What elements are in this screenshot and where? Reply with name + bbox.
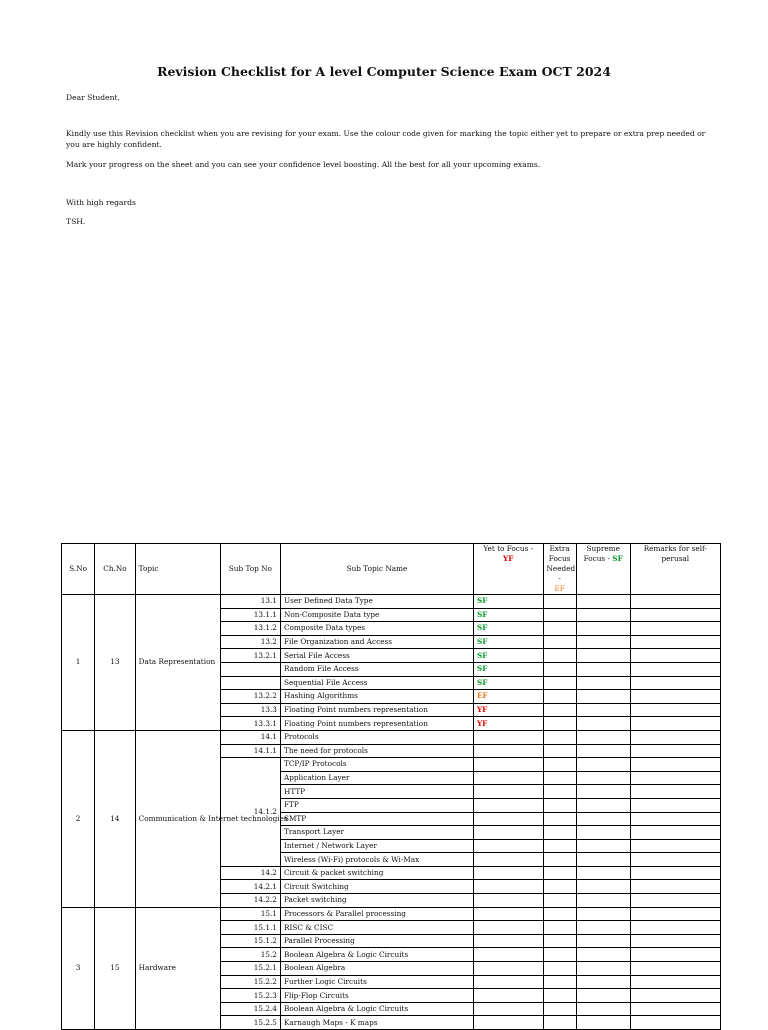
subtopic-name-cell: Parallel Processing (280, 934, 473, 948)
subtopic-name-cell: Wireless (Wi-Fi) protocols & Wi-Max (280, 853, 473, 867)
status-cell (473, 866, 543, 880)
subtopic-name-cell: Serial File Access (280, 649, 473, 663)
subtopic-name-cell: FTP (280, 798, 473, 812)
extra-focus-cell (543, 785, 576, 799)
remarks-cell (630, 771, 720, 785)
subtopic-name-cell: Boolean Algebra & Logic Circuits (280, 1002, 473, 1016)
extra-focus-cell (543, 880, 576, 894)
extra-focus-cell (543, 853, 576, 867)
remarks-cell (630, 853, 720, 867)
header-chno: Ch.No (95, 544, 135, 595)
extra-focus-cell (543, 907, 576, 921)
extra-focus-cell (543, 839, 576, 853)
subtopic-name-cell: Non-Composite Data type (280, 608, 473, 622)
subtop-no-cell: 13.3.1 (220, 717, 280, 731)
extra-focus-cell (543, 894, 576, 908)
remarks-cell (630, 934, 720, 948)
extra-focus-cell (543, 703, 576, 717)
subtopic-name-cell: Floating Point numbers representation (280, 717, 473, 731)
subtopic-name-cell: TCP/IP Protocols (280, 758, 473, 772)
remarks-cell (630, 690, 720, 704)
extra-focus-cell (543, 730, 576, 744)
extra-focus-cell (543, 934, 576, 948)
sf-code: SF (612, 554, 623, 563)
supreme-focus-cell (576, 975, 630, 989)
extra-focus-cell (543, 771, 576, 785)
topic-cell: Communication & Internet technologies (135, 730, 220, 907)
topic-cell: Data Representation (135, 595, 220, 731)
remarks-cell (630, 989, 720, 1003)
extra-focus-cell (543, 595, 576, 609)
extra-focus-cell (543, 649, 576, 663)
status-cell (473, 853, 543, 867)
status-cell (473, 798, 543, 812)
remarks-cell (630, 812, 720, 826)
supreme-focus-cell (576, 758, 630, 772)
supreme-focus-cell (576, 1016, 630, 1030)
extra-focus-cell (543, 921, 576, 935)
remarks-cell (630, 962, 720, 976)
subtopic-name-cell: Processors & Parallel processing (280, 907, 473, 921)
supreme-focus-cell (576, 744, 630, 758)
status-cell (473, 948, 543, 962)
supreme-focus-cell (576, 989, 630, 1003)
remarks-cell (630, 785, 720, 799)
subtopic-name-cell: The need for protocols (280, 744, 473, 758)
supreme-focus-cell (576, 894, 630, 908)
status-cell: SF (473, 608, 543, 622)
status-cell: SF (473, 676, 543, 690)
subtop-no-cell: 14.2.2 (220, 894, 280, 908)
remarks-cell (630, 839, 720, 853)
remarks-cell (630, 622, 720, 636)
supreme-focus-cell (576, 839, 630, 853)
subtopic-name-cell: Hashing Algorithms (280, 690, 473, 704)
table-row (62, 595, 721, 609)
status-cell (473, 880, 543, 894)
extra-focus-cell (543, 635, 576, 649)
subtopic-name-cell: Internet / Network Layer (280, 839, 473, 853)
table-row (62, 730, 721, 744)
subtopic-name-cell: Composite Data types (280, 622, 473, 636)
supreme-focus-cell (576, 662, 630, 676)
subtop-no-cell: 13.1.1 (220, 608, 280, 622)
subtopic-name-cell: Further Logic Circuits (280, 975, 473, 989)
remarks-cell (630, 907, 720, 921)
topic-cell: Hardware (135, 907, 220, 1029)
progress-paragraph: Mark your progress on the sheet and you can see your confidence level boosting. All the best for all your upcoming exams. (66, 160, 541, 169)
subtop-no-cell: 14.1.1 (220, 744, 280, 758)
remarks-cell (630, 921, 720, 935)
status-cell (473, 907, 543, 921)
subtop-no-cell: 15.1.2 (220, 934, 280, 948)
supreme-focus-cell (576, 703, 630, 717)
status-cell: SF (473, 622, 543, 636)
regards-line: With high regards (66, 198, 136, 207)
yf-code: YF (503, 554, 514, 563)
header-subtopic-name: Sub Topic Name (280, 544, 473, 595)
remarks-cell (630, 880, 720, 894)
status-cell (473, 1016, 543, 1030)
status-cell (473, 826, 543, 840)
sno-cell: 2 (62, 730, 95, 907)
subtop-no-cell: 13.2.1 (220, 649, 280, 663)
header-supreme-focus (576, 544, 630, 595)
subtop-no-cell: 13.2.2 (220, 690, 280, 704)
supreme-focus-cell (576, 880, 630, 894)
subtop-no-cell: 14.2 (220, 866, 280, 880)
subtopic-name-cell: User Defined Data Type (280, 595, 473, 609)
subtop-no-cell: 13.1 (220, 595, 280, 609)
remarks-cell (630, 595, 720, 609)
remarks-cell (630, 676, 720, 690)
remarks-cell (630, 948, 720, 962)
supreme-focus-cell (576, 676, 630, 690)
subtop-no-cell (220, 662, 280, 676)
status-cell (473, 771, 543, 785)
subtop-no-cell: 15.2 (220, 948, 280, 962)
supreme-focus-cell (576, 1002, 630, 1016)
table-header-row (62, 544, 721, 595)
supreme-focus-cell (576, 948, 630, 962)
ef-code: EF (554, 584, 565, 593)
remarks-cell (630, 826, 720, 840)
remarks-cell (630, 608, 720, 622)
header-extra-focus (543, 544, 576, 595)
status-cell: YF (473, 703, 543, 717)
supreme-focus-cell (576, 785, 630, 799)
header-subtop-no: Sub Top No (220, 544, 280, 595)
supreme-focus-cell (576, 853, 630, 867)
subtopic-name-cell: Boolean Algebra & Logic Circuits (280, 948, 473, 962)
supreme-focus-cell (576, 934, 630, 948)
subtopic-name-cell: Boolean Algebra (280, 962, 473, 976)
remarks-cell (630, 703, 720, 717)
subtopic-name-cell: Packet switching (280, 894, 473, 908)
extra-focus-cell (543, 676, 576, 690)
remarks-cell (630, 894, 720, 908)
supreme-focus-cell (576, 595, 630, 609)
supreme-focus-cell (576, 812, 630, 826)
sf-label: Supreme Focus - (583, 544, 620, 563)
subtop-no-cell: 15.2.4 (220, 1002, 280, 1016)
status-cell: SF (473, 662, 543, 676)
remarks-cell (630, 635, 720, 649)
page-title: Revision Checklist for A level Computer Science Exam OCT 2024 (157, 64, 611, 79)
subtop-no-cell: 14.2.1 (220, 880, 280, 894)
remarks-cell (630, 730, 720, 744)
subtopic-name-cell: HTTP (280, 785, 473, 799)
supreme-focus-cell (576, 866, 630, 880)
remarks-cell (630, 866, 720, 880)
remarks-cell (630, 1002, 720, 1016)
subtopic-name-cell: File Organization and Access (280, 635, 473, 649)
extra-focus-cell (543, 975, 576, 989)
extra-focus-cell (543, 1002, 576, 1016)
status-cell (473, 785, 543, 799)
subtopic-name-cell: Circuit Switching (280, 880, 473, 894)
status-cell: SF (473, 649, 543, 663)
greeting: Dear Student, (66, 93, 121, 102)
extra-focus-cell (543, 826, 576, 840)
ef-label: Extra Focus Needed - (546, 544, 576, 583)
extra-focus-cell (543, 608, 576, 622)
subtop-no-cell: 14.1 (220, 730, 280, 744)
header-remarks: Remarks for self-perusal (630, 544, 720, 595)
extra-focus-cell (543, 812, 576, 826)
remarks-cell (630, 758, 720, 772)
status-cell: YF (473, 717, 543, 731)
subtopic-name-cell: Karnaugh Maps - K maps (280, 1016, 473, 1030)
subtopic-name-cell: Sequential File Access (280, 676, 473, 690)
supreme-focus-cell (576, 798, 630, 812)
status-cell (473, 894, 543, 908)
supreme-focus-cell (576, 771, 630, 785)
intro-paragraph: Kindly use this Revision checklist when you are revising for your exam. Use the colour code given for marking the topic either yet to prepare or extra prep needed or you are highly confident. (66, 129, 706, 149)
status-cell (473, 934, 543, 948)
supreme-focus-cell (576, 826, 630, 840)
supreme-focus-cell (576, 608, 630, 622)
sno-cell: 3 (62, 907, 95, 1029)
remarks-cell (630, 798, 720, 812)
revision-checklist-table (61, 543, 721, 1030)
supreme-focus-cell (576, 921, 630, 935)
status-cell (473, 975, 543, 989)
header-topic: Topic (135, 544, 220, 595)
extra-focus-cell (543, 622, 576, 636)
extra-focus-cell (543, 1016, 576, 1030)
remarks-cell (630, 975, 720, 989)
extra-focus-cell (543, 717, 576, 731)
supreme-focus-cell (576, 717, 630, 731)
status-cell (473, 758, 543, 772)
extra-focus-cell (543, 798, 576, 812)
status-cell (473, 1002, 543, 1016)
status-cell (473, 730, 543, 744)
status-cell (473, 989, 543, 1003)
status-cell: SF (473, 595, 543, 609)
supreme-focus-cell (576, 962, 630, 976)
status-cell (473, 921, 543, 935)
supreme-focus-cell (576, 730, 630, 744)
remarks-cell (630, 1016, 720, 1030)
subtop-no-cell: 15.1 (220, 907, 280, 921)
extra-focus-cell (543, 866, 576, 880)
status-cell: EF (473, 690, 543, 704)
subtopic-name-cell: Transport Layer (280, 826, 473, 840)
subtop-no-cell: 13.2 (220, 635, 280, 649)
signature: TSH. (66, 217, 86, 226)
sno-cell: 1 (62, 595, 95, 731)
subtop-no-cell: 15.1.1 (220, 921, 280, 935)
status-cell (473, 744, 543, 758)
extra-focus-cell (543, 948, 576, 962)
header-yet-to-focus (473, 544, 543, 595)
subtopic-name-cell: Flip-Flop Circuits (280, 989, 473, 1003)
subtop-no-cell: 15.2.2 (220, 975, 280, 989)
subtopic-name-cell: RISC & CISC (280, 921, 473, 935)
subtopic-name-cell: Random File Access (280, 662, 473, 676)
subtop-no-cell: 15.2.5 (220, 1016, 280, 1030)
subtopic-name-cell: Application Layer (280, 771, 473, 785)
supreme-focus-cell (576, 649, 630, 663)
status-cell (473, 962, 543, 976)
remarks-cell (630, 662, 720, 676)
yf-label: Yet to Focus - (483, 544, 534, 553)
subtop-no-cell: 15.2.3 (220, 989, 280, 1003)
extra-focus-cell (543, 962, 576, 976)
supreme-focus-cell (576, 635, 630, 649)
remarks-cell (630, 744, 720, 758)
extra-focus-cell (543, 758, 576, 772)
subtop-no-cell: 14.1.2 (220, 758, 280, 867)
supreme-focus-cell (576, 622, 630, 636)
subtopic-name-cell: Circuit & packet switching (280, 866, 473, 880)
remarks-cell (630, 717, 720, 731)
chno-cell: 14 (95, 730, 135, 907)
subtop-no-cell: 13.3 (220, 703, 280, 717)
chno-cell: 13 (95, 595, 135, 731)
subtop-no-cell (220, 676, 280, 690)
extra-focus-cell (543, 989, 576, 1003)
extra-focus-cell (543, 662, 576, 676)
extra-focus-cell (543, 744, 576, 758)
supreme-focus-cell (576, 690, 630, 704)
chno-cell: 15 (95, 907, 135, 1029)
status-cell (473, 812, 543, 826)
supreme-focus-cell (576, 907, 630, 921)
extra-focus-cell (543, 690, 576, 704)
subtopic-name-cell: SMTP (280, 812, 473, 826)
subtop-no-cell: 13.1.2 (220, 622, 280, 636)
status-cell (473, 839, 543, 853)
subtop-no-cell: 15.2.1 (220, 962, 280, 976)
remarks-cell (630, 649, 720, 663)
table-row (62, 907, 721, 921)
subtopic-name-cell: Floating Point numbers representation (280, 703, 473, 717)
status-cell: SF (473, 635, 543, 649)
header-sno: S.No (62, 544, 95, 595)
subtopic-name-cell: Protocols (280, 730, 473, 744)
